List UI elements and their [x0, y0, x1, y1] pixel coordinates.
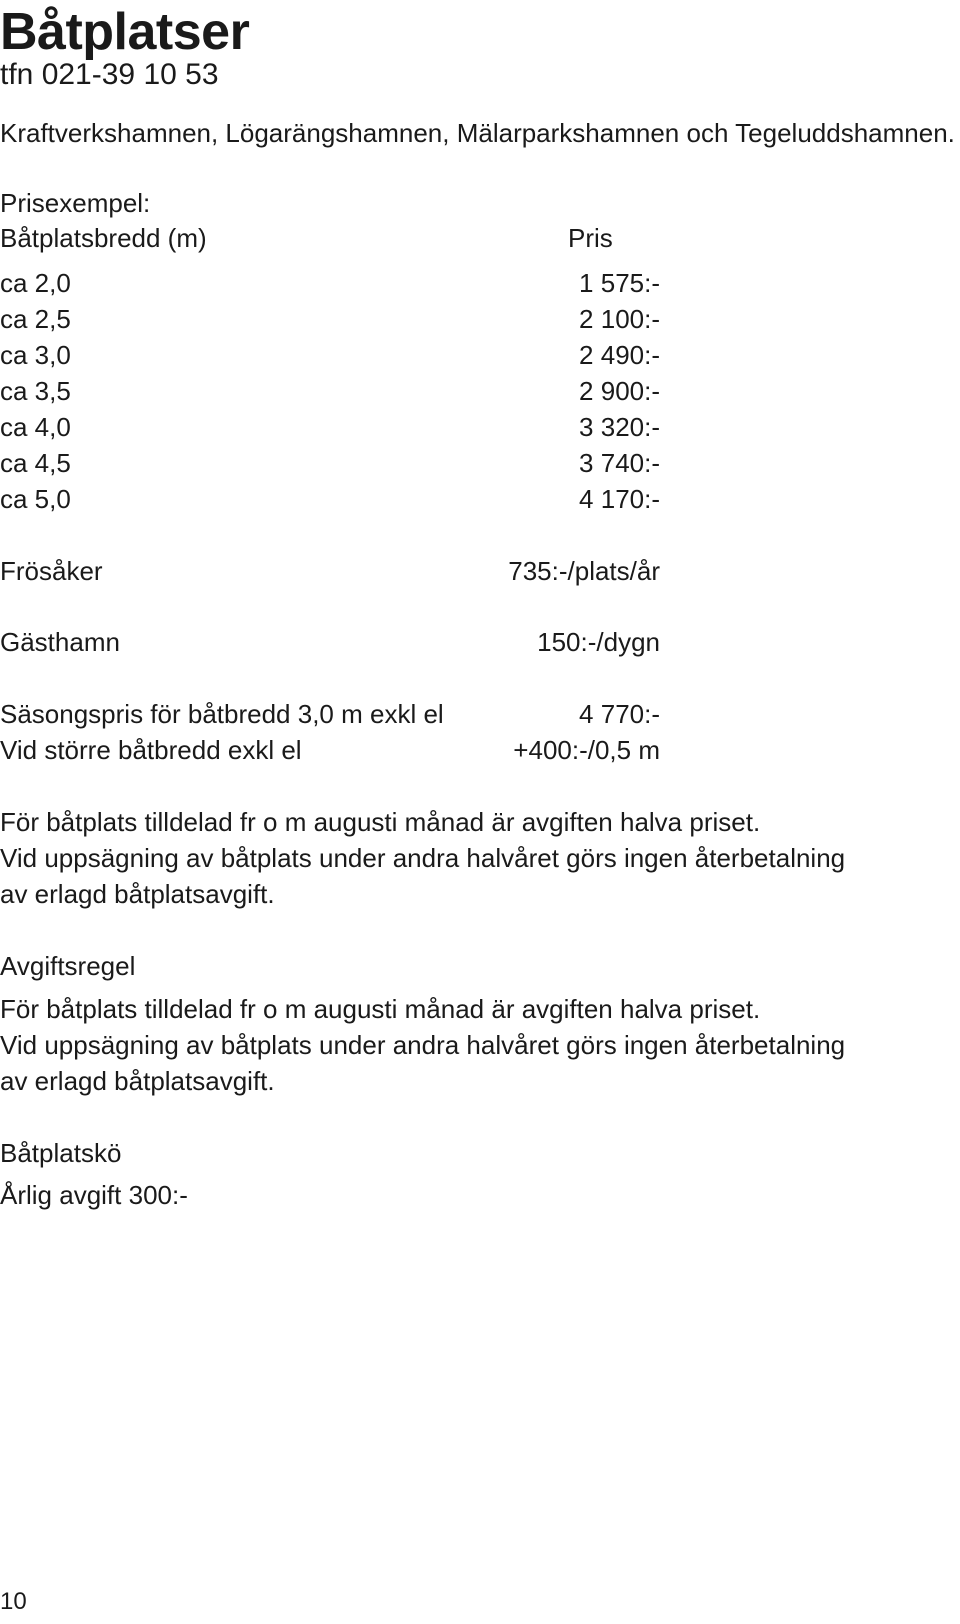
row-width: ca 3,5 — [0, 376, 71, 406]
avgiftsregel-line: För båtplats tilldelad fr o m augusti månad är avgiften halva priset. — [0, 994, 761, 1024]
row-price: 1 575:- — [579, 268, 660, 298]
queue-fee: Årlig avgift 300:- — [0, 1180, 188, 1210]
price-table-header — [0, 223, 660, 257]
row-width: ca 2,0 — [0, 268, 71, 298]
phone-number: tfn 021-39 10 53 — [0, 58, 219, 91]
avgiftsregel-line: Vid uppsägning av båtplats under andra halvåret görs ingen återbetalning — [0, 1030, 846, 1060]
avgiftsregel-heading: Avgiftsregel — [0, 951, 136, 981]
gasthamn-row — [0, 627, 660, 661]
note-line: För båtplats tilldelad fr o m augusti månad är avgiften halva priset. — [0, 807, 761, 837]
avgiftsregel-line: av erlagd båtplatsavgift. — [0, 1066, 275, 1096]
frosaker-price: 735:-/plats/år — [508, 556, 660, 586]
row-width: ca 2,5 — [0, 304, 71, 334]
row-price: 2 100:- — [579, 304, 660, 334]
frosaker-row — [0, 556, 660, 590]
column-header-price: Pris — [568, 223, 613, 253]
season-price-row — [0, 699, 660, 733]
column-header-width: Båtplatsbredd (m) — [0, 223, 207, 253]
row-width: ca 5,0 — [0, 484, 71, 514]
table-row — [0, 340, 660, 374]
page-title: Båtplatser — [0, 3, 250, 61]
table-row — [0, 448, 660, 482]
page-number: 10 — [0, 1588, 27, 1615]
table-row — [0, 268, 660, 302]
season-price-label: Säsongspris för båtbredd 3,0 m exkl el — [0, 699, 444, 729]
table-row — [0, 304, 660, 338]
harbors-list: Kraftverkshamnen, Lögarängshamnen, Mälarparkshamnen och Tegeluddshamnen. — [0, 118, 955, 148]
row-price: 2 490:- — [579, 340, 660, 370]
note-line: Vid uppsägning av båtplats under andra halvåret görs ingen återbetalning — [0, 843, 846, 873]
extra-width-row — [0, 735, 660, 769]
row-width: ca 4,5 — [0, 448, 71, 478]
row-price: 3 740:- — [579, 448, 660, 478]
queue-heading: Båtplatskö — [0, 1138, 122, 1168]
row-price: 3 320:- — [579, 412, 660, 442]
row-width: ca 4,0 — [0, 412, 71, 442]
table-row — [0, 376, 660, 410]
table-row — [0, 412, 660, 446]
price-example-heading: Prisexempel: — [0, 188, 151, 218]
row-price: 4 170:- — [579, 484, 660, 514]
note-line: av erlagd båtplatsavgift. — [0, 879, 275, 909]
frosaker-label: Frösåker — [0, 556, 103, 586]
row-price: 2 900:- — [579, 376, 660, 406]
gasthamn-label: Gästhamn — [0, 627, 120, 657]
extra-width-value: +400:-/0,5 m — [513, 735, 660, 765]
gasthamn-price: 150:-/dygn — [537, 627, 660, 657]
extra-width-label: Vid större båtbredd exkl el — [0, 735, 302, 765]
row-width: ca 3,0 — [0, 340, 71, 370]
table-row — [0, 484, 660, 518]
season-price-value: 4 770:- — [579, 699, 660, 729]
